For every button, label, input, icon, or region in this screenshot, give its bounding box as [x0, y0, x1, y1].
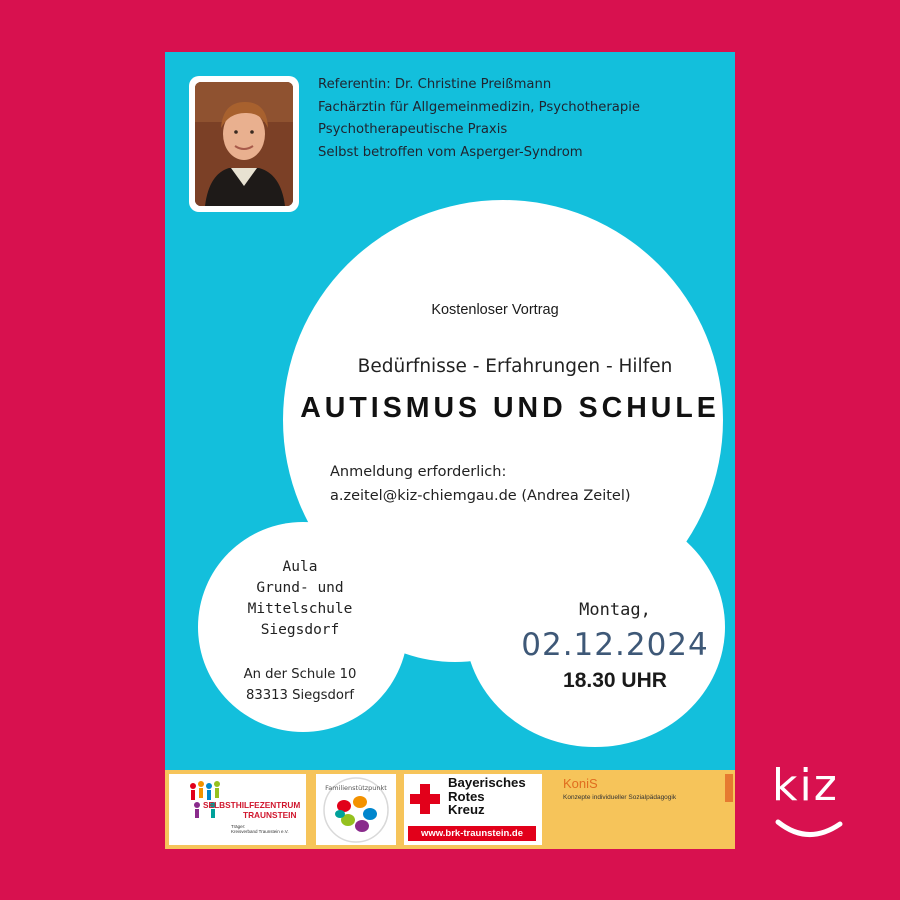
event-time: 18.30 UHR	[563, 669, 667, 692]
shz-name-line: TRAUNSTEIN	[243, 810, 297, 820]
speaker-info	[318, 74, 718, 164]
shz-sub-line: Träger:	[231, 824, 246, 829]
registration-contact: a.zeitel@kiz-chiemgau.de (Andrea Zeitel)	[330, 488, 631, 504]
registration-info	[330, 460, 710, 508]
smile-icon	[778, 822, 840, 835]
portrait-photo	[195, 82, 293, 206]
kiz-logo	[762, 742, 860, 854]
address-city: 83313 Siegsdorf	[245, 688, 355, 703]
selbsthilfezentrum-sponsor	[231, 824, 289, 834]
speaker-practice: Psychotherapeutische Praxis	[318, 122, 508, 137]
event-poster	[165, 52, 735, 849]
speaker-note: Selbst betroffen vom Asperger-Syndrom	[318, 144, 583, 160]
red-cross-icon	[408, 782, 442, 816]
address-street: An der Schule 10	[243, 667, 357, 682]
konis-logo-title: KoniS	[563, 776, 598, 791]
venue-line: Grund- und	[256, 580, 344, 596]
registration-label: Anmeldung erforderlich:	[330, 464, 507, 480]
brk-logo	[404, 774, 542, 845]
lecture-type: Kostenloser Vortrag	[431, 302, 559, 318]
event-title: AUTISMUS UND SCHULE	[300, 392, 720, 424]
brk-name	[448, 776, 526, 817]
konis-accent-bar	[725, 774, 733, 802]
venue-name	[215, 557, 385, 641]
sponsor-logo-strip	[165, 770, 735, 849]
brk-name-line: Rotes	[448, 788, 485, 804]
venue-line: Siegsdorf	[260, 622, 340, 638]
colorful-hands-icon	[320, 776, 392, 844]
speaker-name: Referentin: Dr. Christine Preißmann	[318, 77, 552, 92]
brk-name-line: Bayerisches	[448, 775, 526, 790]
venue-line: Mittelschule	[247, 601, 353, 617]
event-weekday: Montag,	[579, 600, 651, 620]
selbsthilfezentrum-logo	[169, 774, 306, 845]
brk-url: www.brk-traunstein.de	[408, 826, 536, 841]
speaker-profession: Fachärztin für Allgemeinmedizin, Psychotherapie	[318, 99, 640, 115]
shz-sub-line: Kreisverband Traunstein e.V.	[231, 829, 289, 834]
speaker-photo	[195, 82, 293, 206]
event-date: 02.12.2024	[521, 627, 709, 663]
selbsthilfezentrum-name	[203, 800, 300, 820]
shz-name-line: SELBSTHILFEZENTRUM	[203, 800, 301, 810]
speaker-photo-frame	[189, 76, 299, 212]
venue-address	[215, 664, 385, 706]
event-subtitle: Bedürfnisse - Erfahrungen - Hilfen	[357, 356, 673, 377]
konis-logo-tagline: Konzepte individueller Sozialpädagogik	[563, 794, 677, 801]
venue-line: Aula	[282, 559, 318, 575]
brk-name-line: Kreuz	[448, 802, 485, 817]
familienstuetzpunkt-logo	[316, 774, 396, 845]
kiz-logo-text: kiz	[772, 760, 839, 811]
familienstuetzpunkt-name: Familienstützpunkt	[325, 784, 387, 792]
